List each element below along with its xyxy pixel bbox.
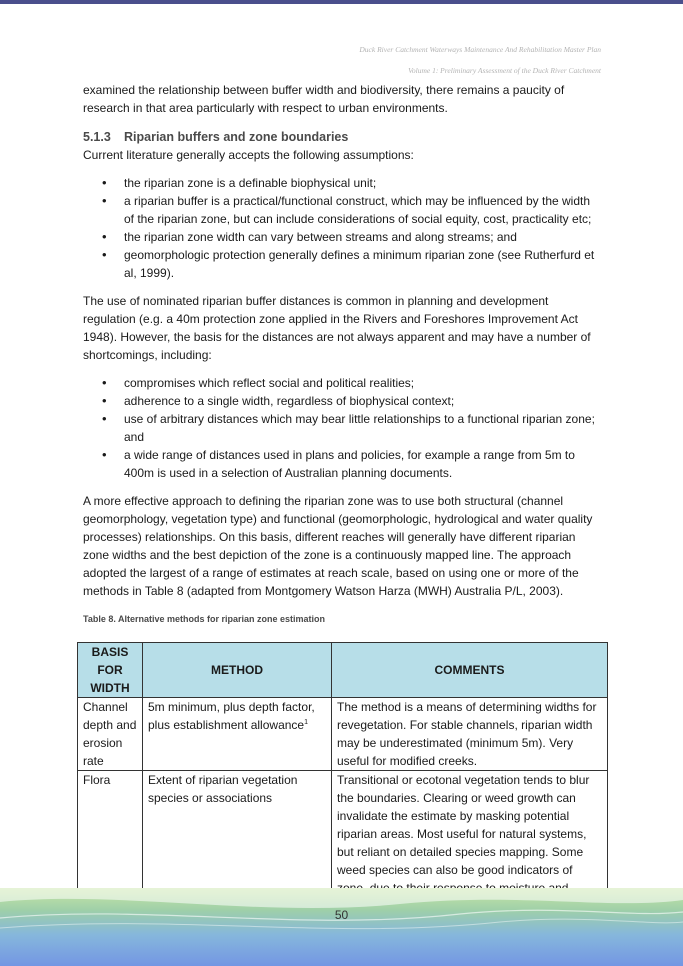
cell-method [143,698,332,771]
cell-method: Extent of riparian vegetation species or associations [143,771,332,916]
list-item: • a riparian buffer is a practical/functional construct, which may be influenced by the width of the riparian zone, but can include considerations of social equity, cost, practicality etc; [83,192,603,228]
header-basis: BASIS FOR WIDTH [78,643,143,698]
list-item: • a wide range of distances used in plans and policies, for example a range from 5m to 400m is used in a selection of Australian planning documents. [83,446,603,482]
buffer-distances-paragraph: The use of nominated riparian buffer distances is common in planning and development regulation (e.g. a 40m protection zone applied in the Rivers and Foreshores Improvement Act 1948). However, the basis for the distances are not always apparent and may have a number of shortcomings, including: [83,294,591,362]
cell-comments: The method is a means of determining widths for revegetation. For stable channels, riparian width may be underestimated (minimum 5m). Very useful for modified creeks. [332,698,608,771]
intro-paragraph: examined the relationship between buffer width and biodiversity, there remains a paucity of research in that area particularly with respect to urban environments. [83,83,565,115]
riparian-estimation-table [77,642,608,916]
section-number: 5.1.3 [83,130,111,144]
section-lead: Current literature generally accepts the following assumptions: [83,148,414,162]
list-item: • use of arbitrary distances which may bear little relationships to a functional riparian zone; and [83,410,603,446]
document-body [83,81,603,626]
list-item: • the riparian zone is a definable biophysical unit; [83,174,603,192]
section-title: Riparian buffers and zone boundaries [124,130,349,144]
header-method: METHOD [143,643,332,698]
footer-wave-decoration [0,888,683,966]
assumptions-list [83,174,603,282]
top-border [0,0,683,4]
list-item: • the riparian zone width can vary between streams and along streams; and [83,228,603,246]
page-number: 50 [334,908,349,922]
cell-basis: Flora [78,771,143,916]
header-comments: COMMENTS [332,643,608,698]
section-heading [83,128,603,146]
list-item: • compromises which reflect social and political realities; [83,374,603,392]
method-text: 5m minimum, plus depth factor, plus establishment allowance [148,700,315,732]
cell-comments: Transitional or ecotonal vegetation tends to blur the boundaries. Clearing or weed growth can invalidate the estimate by masking potential riparian areas. Most useful for natural systems, but reliant on detailed species mapping. Some weed species can also be good indicators of [332,771,608,916]
approach-paragraph: A more effective approach to defining the riparian zone was to use both structural (channel geomorphology, vegetation type) and functional (geomorphologic, hydrological and water quality processes) relationships. On this basis, different reaches will generally have different riparian zone widths and the best depiction of the zone is a continuously mapped line. The approach adopted the largest of a range of estimates at reach scale, based on using one or more of the methods in Table 8 (adapted from Montgomery Watson Harza (MWH) Australia P/L, 2003). [83,494,593,598]
running-header-volume: Volume 1: Preliminary Assessment of the Duck River Catchment [408,66,601,75]
footnote-marker: 1 [304,719,308,726]
table-header-row [78,643,608,698]
list-item: • adherence to a single width, regardless of biophysical context; [83,392,603,410]
list-item: • geomorphologic protection generally defines a minimum riparian zone (see Rutherfurd et al, 1999). [83,246,603,282]
page-footer-banner [0,888,683,966]
shortcomings-list [83,374,603,482]
table-caption: Table 8. Alternative methods for riparian zone estimation [83,614,326,624]
cell-basis: Channel depth and erosion rate [78,698,143,771]
table-row [78,698,608,771]
running-header-title: Duck River Catchment Waterways Maintenance And Rehabilitation Master Plan [359,45,601,54]
